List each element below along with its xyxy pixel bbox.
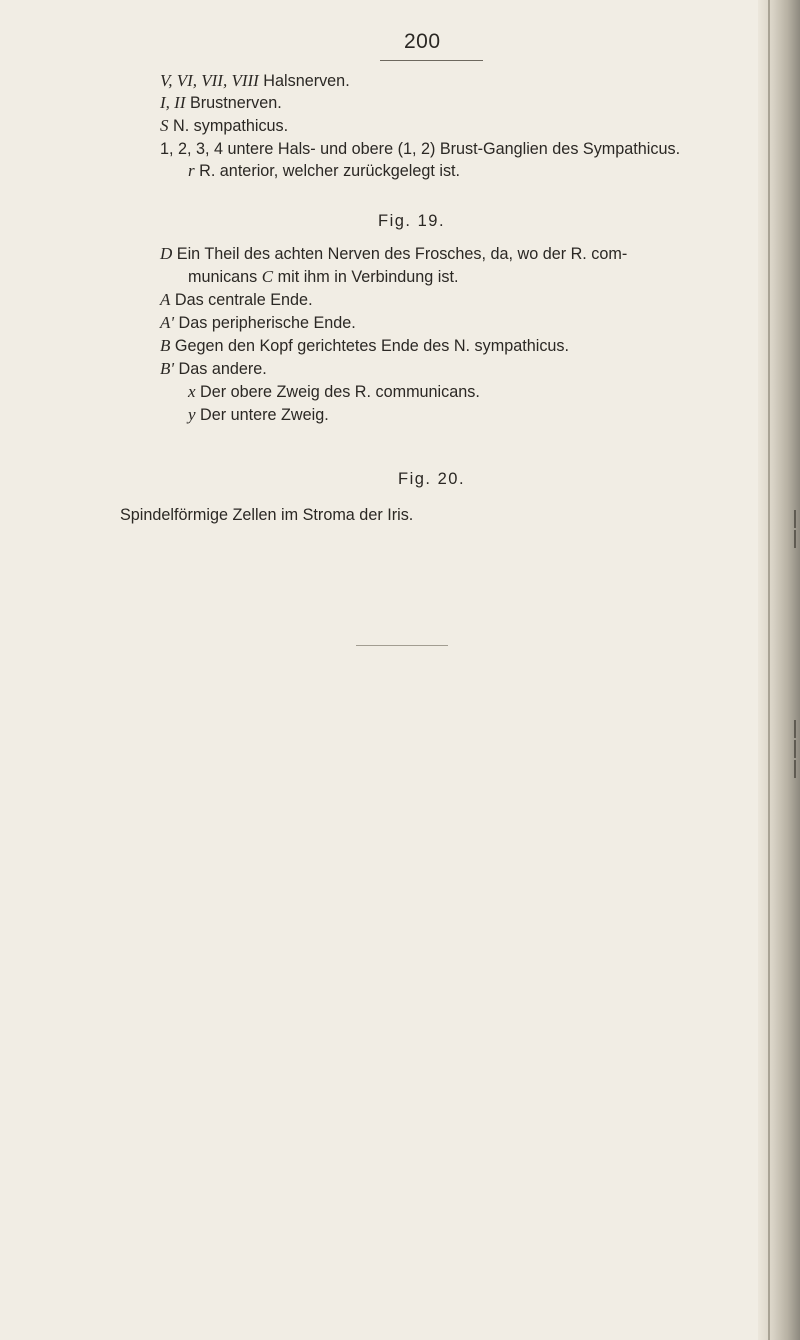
legend-line-a <box>160 289 313 311</box>
legend-text: N. sympathicus. <box>168 117 289 135</box>
legend-label: r <box>188 161 195 180</box>
fig-20-heading: Fig. 20. <box>398 470 466 488</box>
legend-text: Halsnerven. <box>258 72 350 90</box>
page-number-rule <box>380 60 483 61</box>
legend-line-halsnerven <box>160 70 350 92</box>
legend-label: B <box>160 336 171 355</box>
legend-line-brustnerven <box>160 92 282 114</box>
page-edge-line <box>768 0 770 1340</box>
legend-text: Das andere. <box>174 360 267 378</box>
legend-line-spindelformige <box>120 504 413 526</box>
legend-line-b <box>160 335 569 357</box>
legend-text: Spindelförmige Zellen im Stroma der Iris. <box>120 506 414 524</box>
legend-label: V, VI, VII, VIII <box>160 71 259 90</box>
legend-line-ganglien <box>160 138 680 160</box>
legend-line-y <box>188 404 329 426</box>
legend-line-r-anterior <box>188 160 460 182</box>
legend-line-x <box>188 381 480 403</box>
legend-text: Brustnerven. <box>185 94 282 112</box>
legend-label: C <box>261 267 274 286</box>
legend-text: 1, 2, 3, 4 untere Hals- und obere (1, 2) Brust-Ganglien des Sympathicus. <box>160 140 681 158</box>
edge-mark <box>794 530 796 548</box>
legend-text: Das peripherische Ende. <box>174 314 356 332</box>
legend-text: Das centrale Ende. <box>170 291 313 309</box>
legend-label: A' <box>160 313 175 332</box>
legend-label: D <box>160 244 173 263</box>
legend-label: y <box>188 405 196 424</box>
legend-line-b-prime <box>160 358 267 380</box>
legend-text: Gegen den Kopf gerichtetes Ende des N. sympathicus. <box>170 337 570 355</box>
page-number: 200 <box>404 30 441 53</box>
legend-text: Der untere Zweig. <box>195 406 329 424</box>
legend-text: Ein Theil des achten Nerven des Frosches, da, wo der R. com- <box>172 245 628 263</box>
legend-line-sympathicus <box>160 115 288 137</box>
edge-mark <box>794 760 796 778</box>
legend-line-a-prime <box>160 312 356 334</box>
legend-line-d <box>160 243 627 265</box>
edge-mark <box>794 510 796 528</box>
legend-text: municans <box>188 268 262 286</box>
legend-label: I, II <box>160 93 186 112</box>
legend-label: B' <box>160 359 175 378</box>
legend-label: A <box>160 290 171 309</box>
legend-label: x <box>188 382 196 401</box>
edge-mark <box>794 740 796 758</box>
legend-text: R. anterior, welcher zurückgelegt ist. <box>194 162 461 180</box>
legend-label: S <box>160 116 169 135</box>
edge-marks <box>782 500 796 800</box>
legend-text: Der obere Zweig des R. communicans. <box>195 383 480 401</box>
edge-mark <box>794 720 796 738</box>
section-divider <box>356 645 448 646</box>
legend-text: mit ihm in Verbindung ist. <box>273 268 459 286</box>
fig-19-heading: Fig. 19. <box>378 212 446 230</box>
legend-line-municans <box>188 266 458 288</box>
